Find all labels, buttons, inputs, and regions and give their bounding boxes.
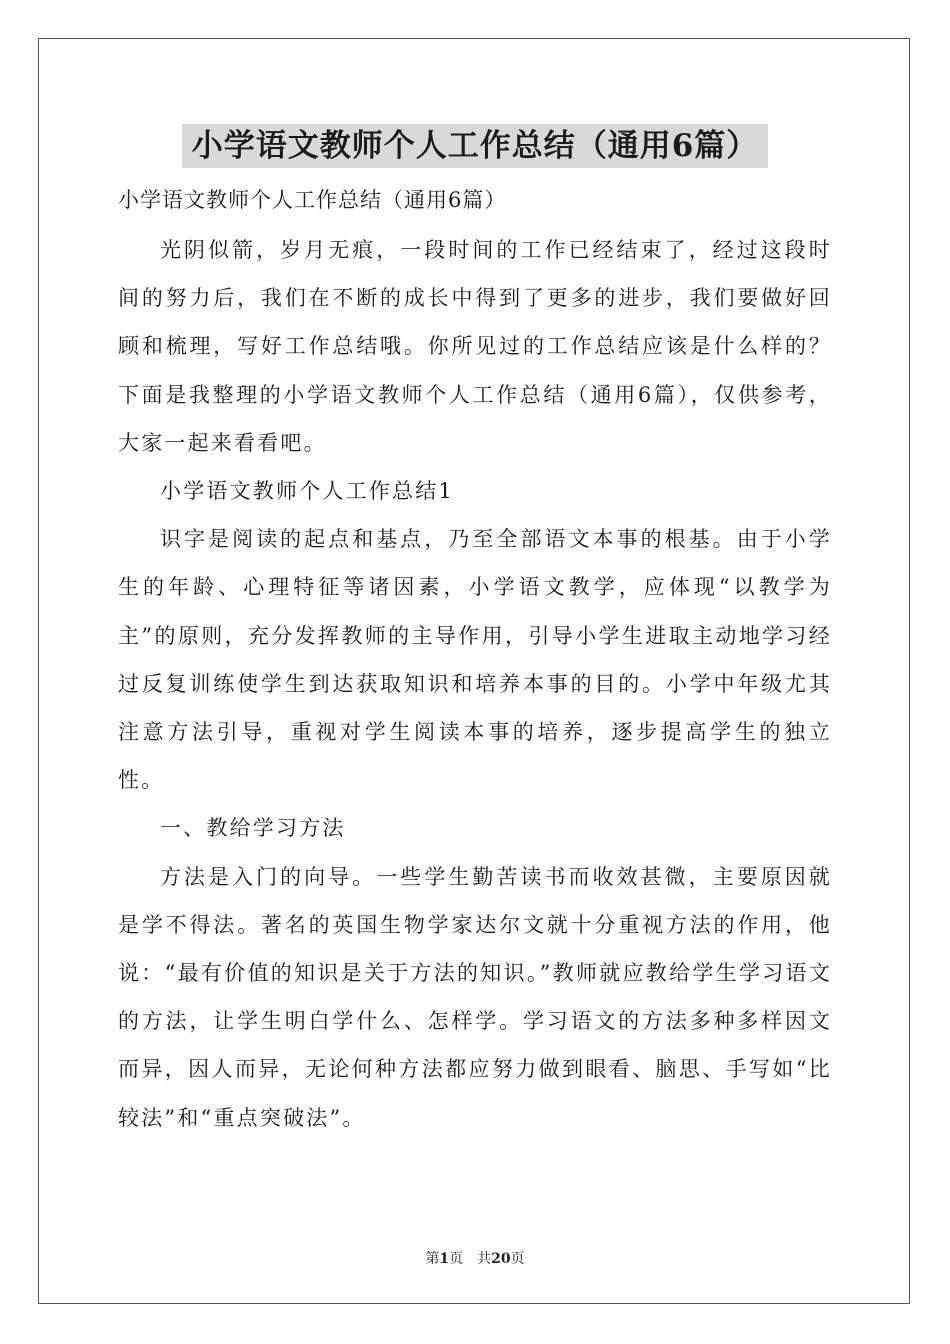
- intro-paragraph: 光阴似箭，岁月无痕，一段时间的工作已经结束了，经过这段时间的努力后，我们在不断的成长中得到了更多的进步，我们要做好回顾和梳理，写好工作总结哦。你所见过的工作总结应该是什么样的？下面是我整理的小学语文教师个人工作总结（通用6篇），仅供参考，大家一起来看看吧。: [118, 238, 832, 455]
- footer-prefix: 第: [425, 1251, 440, 1267]
- section-heading: 小学语文教师个人工作总结1: [160, 479, 454, 504]
- body-paragraph: 识字是阅读的起点和基点，乃至全部语文本事的根基。由于小学生的年龄、心理特征等诸因素，小学语文教学，应体现“以教学为主”的原则，充分发挥教师的主导作用，引导小学生进取主动地学习经过反复训练使学生到达获取知识和培养本事的目的。小学中年级尤其注意方法引导，重视对学生阅读本事的培养，逐步提高学生的独立性。: [118, 527, 832, 793]
- section-heading: 一、教给学习方法: [160, 816, 346, 841]
- body-paragraph: 方法是入门的向导。一些学生勤苦读书而收效甚微，主要原因就是学不得法。著名的英国生物学家达尔文就十分重视方法的作用，他说：“最有价值的知识是关于方法的知识。”教师就应教给学生学习语文的方法，让学生明白学什么、怎样学。学习语文的方法多种多样因文而异，因人而异，无论何种方法都应努力做到眼看、脑思、手写如“比较法”和“重点突破法”。: [118, 864, 832, 1130]
- footer-suffix: 页: [510, 1251, 525, 1267]
- document-body: [118, 180, 832, 1142]
- footer-mid: 页 共: [449, 1251, 492, 1267]
- title-container: [0, 124, 950, 168]
- page-footer: [0, 1248, 950, 1268]
- footer-total-pages: 20: [491, 1251, 511, 1267]
- document-title: 小学语文教师个人工作总结（通用6篇）: [182, 124, 769, 168]
- document-subtitle: 小学语文教师个人工作总结（通用6篇）: [118, 188, 507, 212]
- footer-page-number: 1: [439, 1251, 450, 1267]
